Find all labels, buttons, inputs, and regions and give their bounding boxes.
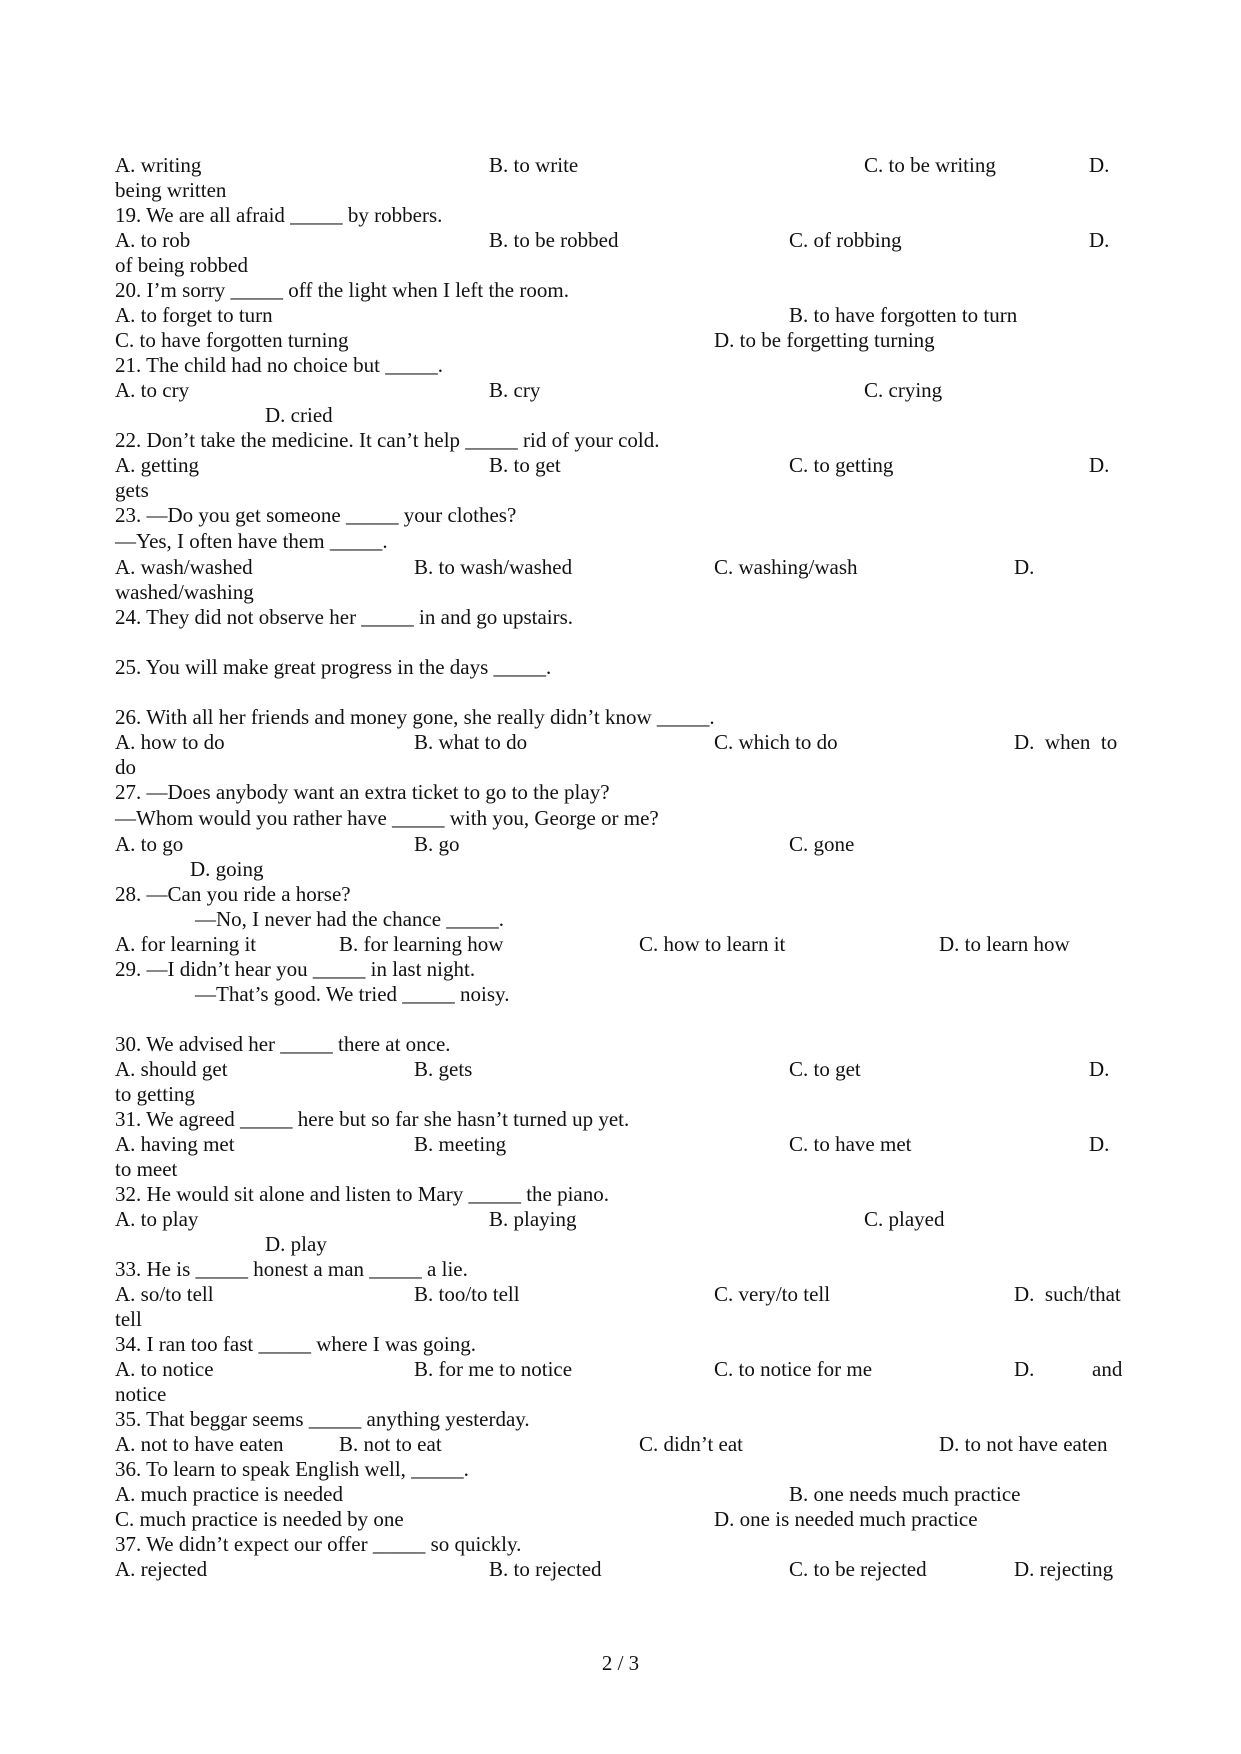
option-line: C. didn’t eat xyxy=(639,1432,744,1456)
option-line: C. of robbing xyxy=(789,228,902,252)
option-line: D. one is needed much practice xyxy=(714,1507,978,1531)
option-line: A. so/to tell xyxy=(115,1282,214,1306)
option-line: D. such/that xyxy=(1014,1282,1121,1306)
question-line: 35. That beggar seems _____ anything yesterday. xyxy=(115,1407,530,1431)
option-line: B. cry xyxy=(489,378,541,402)
option-line: B. too/to tell xyxy=(414,1282,520,1306)
option-line: A. to rob xyxy=(115,228,191,252)
option-line: A. to go xyxy=(115,832,184,856)
option-line: A. to forget to turn xyxy=(115,303,273,327)
question-line: —That’s good. We tried _____ noisy. xyxy=(195,982,510,1006)
option-line: C. to getting xyxy=(789,453,894,477)
question-line: 20. I’m sorry _____ off the light when I left the room. xyxy=(115,278,569,302)
option-line: B. for me to notice xyxy=(414,1357,573,1381)
question-line: 19. We are all afraid _____ by robbers. xyxy=(115,203,443,227)
option-line: D. rejecting xyxy=(1014,1557,1114,1581)
option-line: and xyxy=(1092,1357,1123,1381)
option-line: B. meeting xyxy=(414,1132,507,1156)
option-line: D. cried xyxy=(265,403,333,427)
option-line: B. one needs much practice xyxy=(789,1482,1021,1506)
option-line: A. for learning it xyxy=(115,932,257,956)
option-line: A. how to do xyxy=(115,730,225,754)
option-line: C. how to learn it xyxy=(639,932,786,956)
question-line: 22. Don’t take the medicine. It can’t help _____ rid of your cold. xyxy=(115,428,660,452)
option-line: D. xyxy=(1089,228,1110,252)
question-line: 24. They did not observe her _____ in and go upstairs. xyxy=(115,605,574,629)
option-line: to getting xyxy=(115,1082,195,1106)
option-line: A. writing xyxy=(115,153,202,177)
question-line: 27. —Does anybody want an extra ticket to go to the play? xyxy=(115,780,610,804)
option-line: C. to notice for me xyxy=(714,1357,873,1381)
option-line: tell xyxy=(115,1307,142,1331)
option-line: D. play xyxy=(265,1232,327,1256)
option-line: of being robbed xyxy=(115,253,248,277)
option-line: D. xyxy=(1089,153,1110,177)
option-line: A. getting xyxy=(115,453,199,477)
option-line: notice xyxy=(115,1382,167,1406)
option-line: A. wash/washed xyxy=(115,555,253,579)
option-line: B. to have forgotten to turn xyxy=(789,303,1018,327)
question-line: 21. The child had no choice but _____. xyxy=(115,353,443,377)
question-line: —Yes, I often have them _____. xyxy=(115,529,388,553)
question-line: —No, I never had the chance _____. xyxy=(195,907,505,931)
option-line: D. xyxy=(1089,1132,1110,1156)
option-line: D. xyxy=(1014,555,1035,579)
question-line: —Whom would you rather have _____ with you, George or me? xyxy=(115,806,659,830)
option-line: A. much practice is needed xyxy=(115,1482,343,1506)
option-line: C. played xyxy=(864,1207,945,1231)
option-line: gets xyxy=(115,478,149,502)
option-line: B. go xyxy=(414,832,460,856)
option-line: C. crying xyxy=(864,378,943,402)
option-line: B. not to eat xyxy=(339,1432,442,1456)
option-line: C. which to do xyxy=(714,730,838,754)
option-line: D. to not have eaten xyxy=(939,1432,1108,1456)
option-line: to meet xyxy=(115,1157,178,1181)
question-line: 30. We advised her _____ there at once. xyxy=(115,1032,451,1056)
page-number: 2 / 3 xyxy=(601,1651,640,1675)
option-line: C. washing/wash xyxy=(714,555,858,579)
option-line: C. to be rejected xyxy=(789,1557,927,1581)
option-line: washed/washing xyxy=(115,580,254,604)
option-line: A. to notice xyxy=(115,1357,214,1381)
option-line: C. much practice is needed by one xyxy=(115,1507,404,1531)
option-line: B. what to do xyxy=(414,730,528,754)
option-line: do xyxy=(115,755,136,779)
question-line: 34. I ran too fast _____ where I was going. xyxy=(115,1332,476,1356)
question-line: 29. —I didn’t hear you _____ in last night. xyxy=(115,957,476,981)
option-line: being written xyxy=(115,178,227,202)
question-line: 36. To learn to speak English well, _____. xyxy=(115,1457,469,1481)
option-line: B. to be robbed xyxy=(489,228,619,252)
option-line: C. to have met xyxy=(789,1132,912,1156)
option-line: C. gone xyxy=(789,832,855,856)
option-line: C. to have forgotten turning xyxy=(115,328,349,352)
option-line: B. to wash/washed xyxy=(414,555,573,579)
option-line: D. when to xyxy=(1014,730,1118,754)
option-line: B. to write xyxy=(489,153,579,177)
question-line: 23. —Do you get someone _____ your clothes? xyxy=(115,503,517,527)
question-line: 33. He is _____ honest a man _____ a lie. xyxy=(115,1257,468,1281)
option-line: C. very/to tell xyxy=(714,1282,831,1306)
option-line: A. rejected xyxy=(115,1557,208,1581)
option-line: A. should get xyxy=(115,1057,228,1081)
option-line: D. xyxy=(1014,1357,1035,1381)
option-line: D. going xyxy=(190,857,264,881)
option-line: B. playing xyxy=(489,1207,577,1231)
option-line: B. to get xyxy=(489,453,561,477)
option-line: A. having met xyxy=(115,1132,235,1156)
option-line: B. to rejected xyxy=(489,1557,602,1581)
option-line: A. to play xyxy=(115,1207,199,1231)
option-line: D. xyxy=(1089,1057,1110,1081)
option-line: B. gets xyxy=(414,1057,473,1081)
question-line: 25. You will make great progress in the days _____. xyxy=(115,655,552,679)
question-line: 32. He would sit alone and listen to Mary _____ the piano. xyxy=(115,1182,610,1206)
option-line: C. to be writing xyxy=(864,153,996,177)
option-line: C. to get xyxy=(789,1057,861,1081)
option-line: A. not to have eaten xyxy=(115,1432,284,1456)
question-line: 31. We agreed _____ here but so far she hasn’t turned up yet. xyxy=(115,1107,630,1131)
option-line: D. to learn how xyxy=(939,932,1070,956)
option-line: D. xyxy=(1089,453,1110,477)
option-line: B. for learning how xyxy=(339,932,504,956)
option-line: D. to be forgetting turning xyxy=(714,328,935,352)
question-line: 28. —Can you ride a horse? xyxy=(115,882,351,906)
question-line: 37. We didn’t expect our offer _____ so quickly. xyxy=(115,1532,522,1556)
question-line: 26. With all her friends and money gone, she really didn’t know _____. xyxy=(115,705,715,729)
option-line: A. to cry xyxy=(115,378,190,402)
